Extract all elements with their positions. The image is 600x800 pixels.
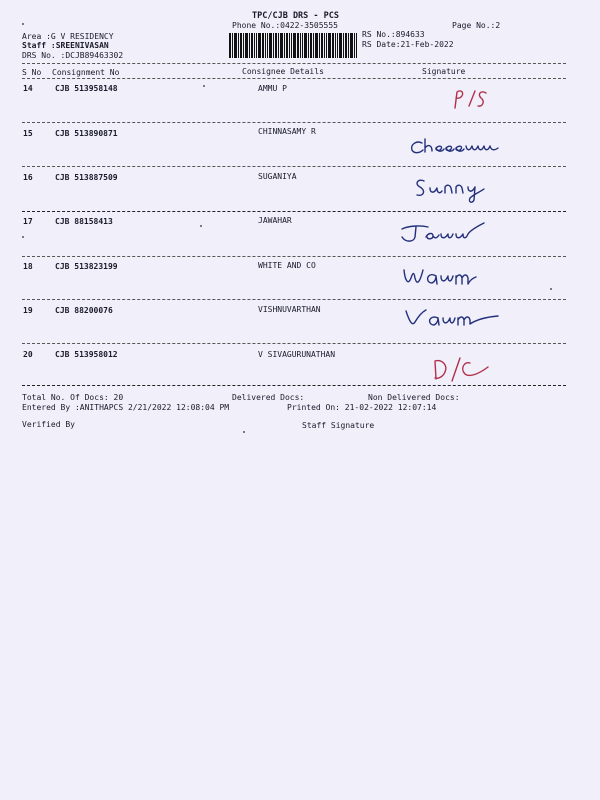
- row-divider: [22, 122, 566, 123]
- row-divider: [22, 211, 566, 212]
- row-sno: 15: [23, 129, 33, 138]
- scan-speck: [200, 225, 202, 227]
- column-header-consignee: Consignee Details: [242, 67, 324, 76]
- table-bottom-divider: [22, 385, 566, 386]
- total-docs: Total No. Of Docs: 20: [22, 393, 124, 402]
- row-consignee: V SIVAGURUNATHAN: [258, 350, 336, 359]
- row-consignment: CJB 88200076: [55, 306, 113, 315]
- header-divider-bottom: [22, 78, 566, 79]
- scan-speck: [550, 288, 552, 290]
- scan-speck: [203, 85, 205, 87]
- area-label: Area :G V RESIDENCY: [22, 32, 114, 41]
- verified-by-label: Verified By: [22, 420, 75, 429]
- signature-image: [404, 306, 500, 330]
- signature-image: [400, 262, 478, 290]
- row-consignee: SUGANIYA: [258, 172, 297, 181]
- header-divider-top: [22, 63, 566, 64]
- staff-signature-label: Staff Signature: [302, 421, 375, 430]
- scan-speck: [22, 236, 24, 238]
- column-header-signature: Signature: [422, 67, 466, 76]
- staff-label: Staff :SREENIVASAN: [22, 41, 109, 50]
- row-consignment: CJB 513890871: [55, 129, 118, 138]
- scan-speck: [22, 23, 24, 25]
- row-consignee: CHINNASAMY R: [258, 127, 316, 136]
- row-divider: [22, 299, 566, 300]
- row-divider: [22, 343, 566, 344]
- signature-image: [412, 176, 488, 206]
- row-sno: 14: [23, 84, 33, 93]
- row-consignment: CJB 513958148: [55, 84, 118, 93]
- row-sno: 16: [23, 173, 33, 182]
- row-consignee: AMMU P: [258, 84, 287, 93]
- row-consignee: VISHNUVARTHAN: [258, 305, 321, 314]
- rs-date: RS Date:21-Feb-2022: [362, 40, 454, 49]
- phone-number: Phone No.:0422-3505555: [232, 21, 338, 30]
- signature-image: [452, 88, 490, 112]
- row-consignment: CJB 513958012: [55, 350, 118, 359]
- printed-on: Printed On: 21-02-2022 12:07:14: [287, 403, 437, 412]
- row-consignment: CJB 88158413: [55, 217, 113, 226]
- row-divider: [22, 256, 566, 257]
- row-sno: 20: [23, 350, 33, 359]
- signature-image: [398, 219, 490, 245]
- rs-number: RS No.:894633: [362, 30, 425, 39]
- drs-number: DRS No. :DCJB89463302: [22, 51, 124, 60]
- column-header-consignment: Consignment No: [52, 68, 120, 77]
- row-consignee: JAWAHAR: [258, 216, 292, 225]
- non-delivered-docs: Non Delivered Docs:: [368, 393, 460, 402]
- row-consignee: WHITE AND CO: [258, 261, 316, 270]
- delivered-docs: Delivered Docs:: [232, 393, 305, 402]
- entered-by: Entered By :ANITHAPCS 2/21/2022 12:08:04 PM: [22, 403, 230, 412]
- row-consignment: CJB 513823199: [55, 262, 118, 271]
- signature-image: [430, 355, 494, 383]
- row-sno: 19: [23, 306, 33, 315]
- row-divider: [22, 166, 566, 167]
- column-header-sno: S No: [22, 68, 42, 77]
- row-sno: 18: [23, 262, 33, 271]
- document-title: TPC/CJB DRS - PCS: [252, 11, 339, 21]
- row-consignment: CJB 513887509: [55, 173, 118, 182]
- page-number: Page No.:2: [452, 21, 501, 30]
- signature-image: [408, 136, 512, 158]
- scan-speck: [243, 431, 245, 433]
- barcode-image: [229, 33, 357, 58]
- row-sno: 17: [23, 217, 33, 226]
